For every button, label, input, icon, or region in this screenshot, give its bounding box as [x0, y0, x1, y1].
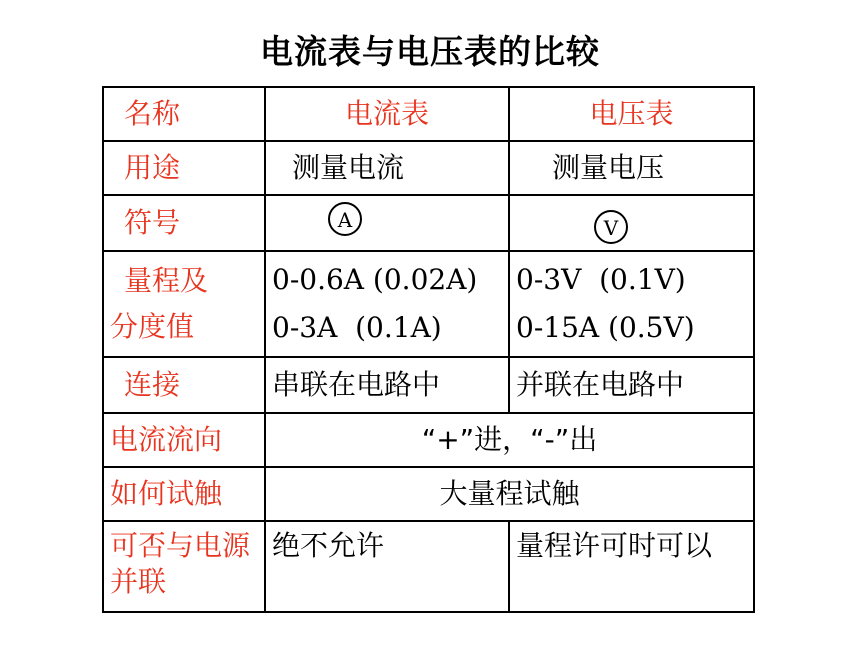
direction-value: “+”进，“-”出: [265, 413, 754, 467]
table-row-header: [103, 87, 754, 141]
table-row-symbol: [103, 195, 754, 251]
range-label-line1: 量程及: [124, 264, 209, 297]
connect-label: 连接: [103, 357, 265, 413]
use-ammeter: 测量电流: [265, 141, 509, 195]
use-voltmeter: 测量电压: [509, 141, 754, 195]
use-label: 用途: [103, 141, 265, 195]
ammeter-symbol-icon: A: [328, 202, 362, 236]
header-voltmeter-cell: 电压表: [509, 87, 754, 141]
connect-voltmeter: 并联在电路中: [509, 357, 754, 413]
symbol-label: 符号: [103, 195, 265, 251]
voltmeter-symbol-icon: V: [594, 210, 628, 244]
range-label-cell: [103, 251, 265, 357]
header-ammeter-cell: 电流表: [265, 87, 509, 141]
trial-label: 如何试触: [103, 467, 265, 521]
table-row-trial: [103, 467, 754, 521]
parallel-voltmeter: 量程许可时可以: [509, 521, 754, 612]
parallel-label: 可否与电源并联: [103, 521, 265, 612]
table-row-range: [103, 251, 754, 357]
symbol-voltmeter-cell: [509, 195, 754, 251]
range-voltmeter-cell: [509, 251, 754, 357]
header-name-cell: 名称: [103, 87, 265, 141]
range-voltmeter-line1: 0-3V (0.1V): [516, 263, 686, 296]
range-ammeter-line1: 0-0.6A (0.02A): [272, 263, 478, 296]
range-voltmeter-line2: 0-15A (0.5V): [516, 311, 695, 344]
trial-value: 大量程试触: [265, 467, 754, 521]
direction-label: 电流流向: [103, 413, 265, 467]
table-row-direction: [103, 413, 754, 467]
table-row-use: [103, 141, 754, 195]
range-ammeter-line2: 0-3A (0.1A): [272, 311, 442, 344]
range-label-line2: 分度值: [110, 310, 195, 343]
comparison-table: [102, 86, 755, 613]
parallel-ammeter: 绝不允许: [265, 521, 509, 612]
table-row-connect: [103, 357, 754, 413]
page-title: 电流表与电压表的比较: [260, 32, 600, 71]
symbol-ammeter-cell: [265, 195, 509, 251]
range-ammeter-cell: [265, 251, 509, 357]
connect-ammeter: 串联在电路中: [265, 357, 509, 413]
table-row-parallel: [103, 521, 754, 612]
